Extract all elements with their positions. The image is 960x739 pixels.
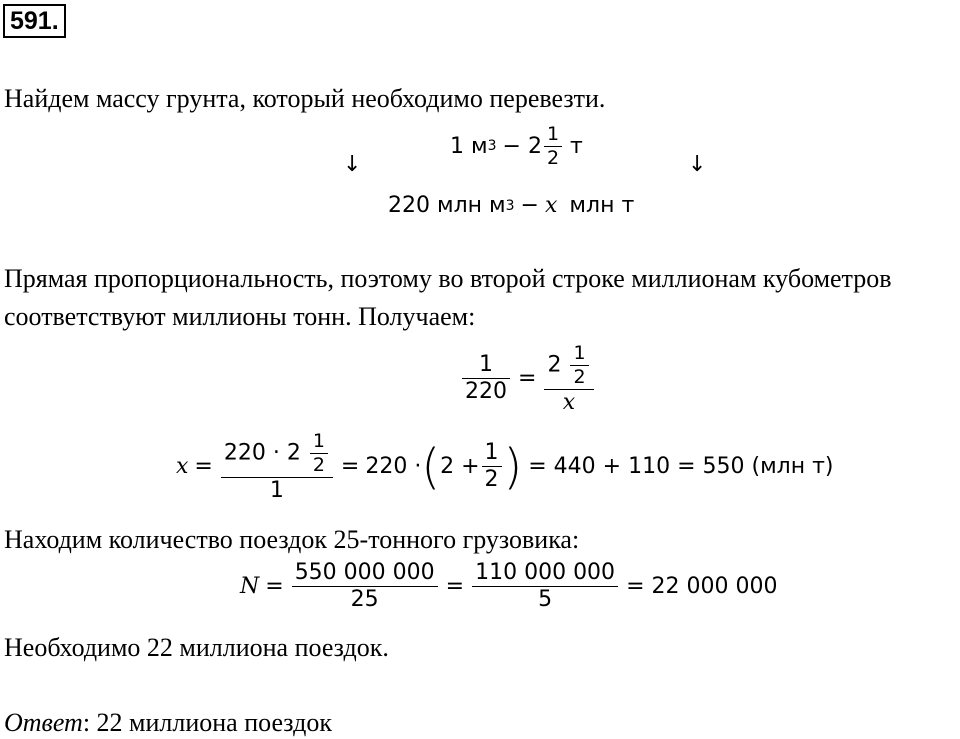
- eq2-num: [221, 431, 333, 476]
- row1-unit: т: [570, 133, 583, 159]
- eq2-paren-num: 1: [484, 440, 499, 466]
- row1-cube: 3: [487, 138, 497, 155]
- eq2-den: 1: [269, 477, 284, 503]
- eq3-f2-den: 5: [538, 587, 553, 613]
- eq1-left-num: 1: [479, 352, 493, 378]
- eq2-equals: =: [194, 454, 213, 480]
- row2-left: 220 млн м: [388, 193, 506, 218]
- eq2-fd: 2: [312, 453, 325, 476]
- eq3-equals-2: =: [445, 574, 465, 600]
- equation-3: [240, 561, 777, 612]
- proportion-row-1: [450, 124, 583, 169]
- eq2-part2: 220 ·: [365, 454, 422, 480]
- eq1-right-fraction: [544, 343, 593, 415]
- row1-fraction: [544, 124, 562, 169]
- proportion-row-2: [388, 193, 634, 218]
- row2-unit: млн т: [569, 193, 635, 218]
- para3-text: Находим количество поездок 25-тонного грузовика:: [4, 525, 580, 554]
- eq3-f1-den: 25: [350, 587, 379, 613]
- eq2-num-small-fraction: [310, 431, 328, 476]
- eq2-paren-den: 2: [484, 467, 499, 493]
- eq1-small-num: 1: [573, 342, 586, 364]
- equation-1: [460, 343, 596, 415]
- eq1-right-whole: 2: [547, 352, 562, 378]
- down-arrow-right-icon: ↓: [688, 152, 707, 177]
- eq1-small-den: 2: [573, 365, 586, 388]
- row1-frac-den: 2: [546, 146, 560, 169]
- row1-left: 1 м: [450, 133, 488, 159]
- eq2-rparen: ): [503, 438, 523, 495]
- eq1-right-den: x: [562, 389, 576, 415]
- down-arrow-left-icon: ↓: [343, 152, 362, 177]
- row1-mid: − 2: [502, 133, 542, 159]
- eq2-lparen: (: [421, 438, 441, 495]
- eq2-fraction: [221, 431, 333, 503]
- answer-line: [4, 708, 332, 738]
- eq3-f2-num: 110 000 000: [475, 560, 616, 585]
- equation-2: [176, 431, 834, 503]
- eq1-right-num: [544, 343, 593, 388]
- eq2-fn: 1: [312, 430, 325, 452]
- eq2-result: = 440 + 110 = 550 (млн т): [528, 454, 834, 480]
- para2-line2: соответствуют миллионы тонн. Получаем:: [4, 302, 476, 331]
- answer-label: Ответ: [4, 708, 83, 737]
- row2-var: x: [544, 193, 558, 218]
- eq3-fraction-2: [472, 561, 618, 612]
- eq1-left-den: 220: [465, 379, 507, 405]
- row2-cube: 3: [505, 197, 515, 214]
- eq3-var: N: [240, 574, 260, 600]
- eq1-equals: =: [518, 366, 537, 392]
- eq2-paren-fraction: [482, 441, 502, 492]
- eq3-f1-num: 550 000 000: [294, 560, 435, 585]
- para2-line1: Прямая пропорциональность, поэтому во второй строке миллионам кубометров: [4, 264, 892, 293]
- intro-text: Найдем массу грунта, который необходимо перевезти.: [4, 84, 606, 113]
- eq2-equals-2: =: [340, 454, 360, 480]
- row1-frac-num: 1: [546, 123, 560, 145]
- eq2-var: x: [176, 454, 189, 480]
- eq3-result: = 22 000 000: [626, 574, 778, 600]
- conclusion-text: Необходимо 22 миллиона поездок.: [4, 633, 389, 662]
- eq3-equals: =: [265, 574, 284, 600]
- eq2-num-text: 220 · 2: [223, 440, 301, 466]
- eq2-two: 2 +: [440, 454, 480, 480]
- answer-text: : 22 миллиона поездок: [82, 708, 332, 737]
- eq3-fraction-1: [292, 561, 438, 612]
- eq1-right-small-fraction: [570, 343, 588, 388]
- eq1-left-fraction: [462, 353, 510, 404]
- row2-minus: −: [520, 193, 539, 218]
- problem-number: 591.: [3, 4, 66, 38]
